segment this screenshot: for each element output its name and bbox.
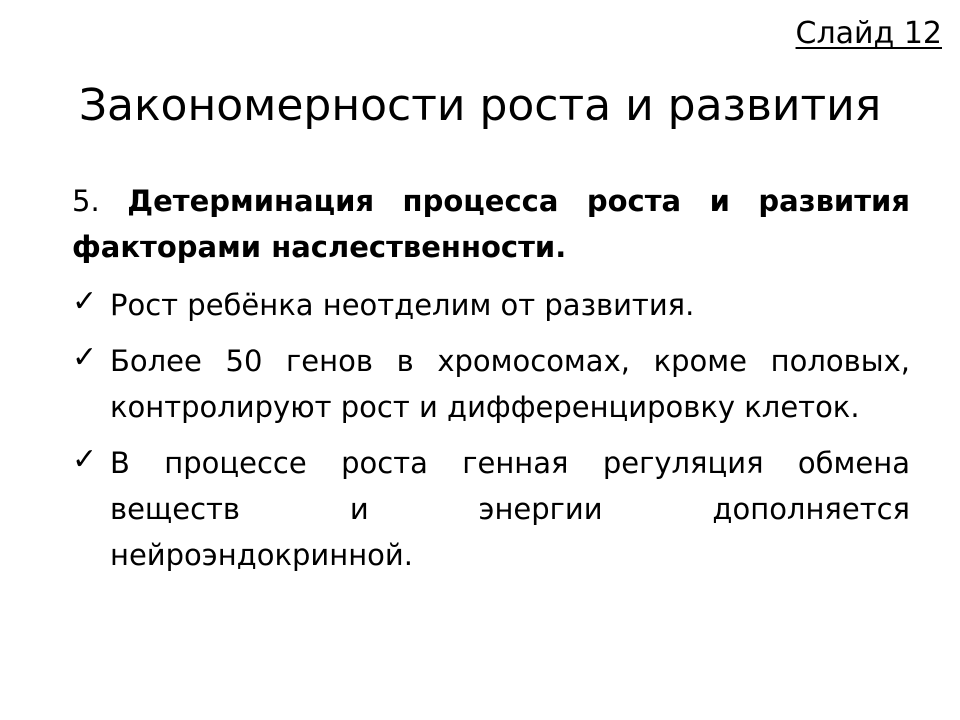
intro-paragraph	[72, 178, 910, 270]
bullet-text: В процессе роста генная регуляция обмена веществ и энергии дополняется нейроэндокринной.	[110, 446, 910, 572]
check-icon: ✓	[72, 284, 98, 319]
bullet-item	[72, 338, 910, 430]
slide-content	[72, 178, 910, 588]
bullet-text: Рост ребёнка неотделим от развития.	[110, 288, 695, 322]
bullet-item	[72, 282, 910, 328]
slide-title: Закономерности роста и развития	[78, 80, 882, 131]
bullet-text: Более 50 генов в хромосомах, кроме половых, контролируют рост и дифференцировку клеток.	[110, 344, 910, 424]
slide-number: Слайд 12	[795, 16, 942, 51]
check-icon: ✓	[72, 442, 98, 477]
check-icon: ✓	[72, 340, 98, 375]
intro-number: 5.	[72, 184, 100, 218]
bullet-item	[72, 440, 910, 578]
bullet-list	[72, 282, 910, 578]
intro-bold-text: Детерминация процесса роста и развития факторами наслественности.	[72, 184, 911, 264]
